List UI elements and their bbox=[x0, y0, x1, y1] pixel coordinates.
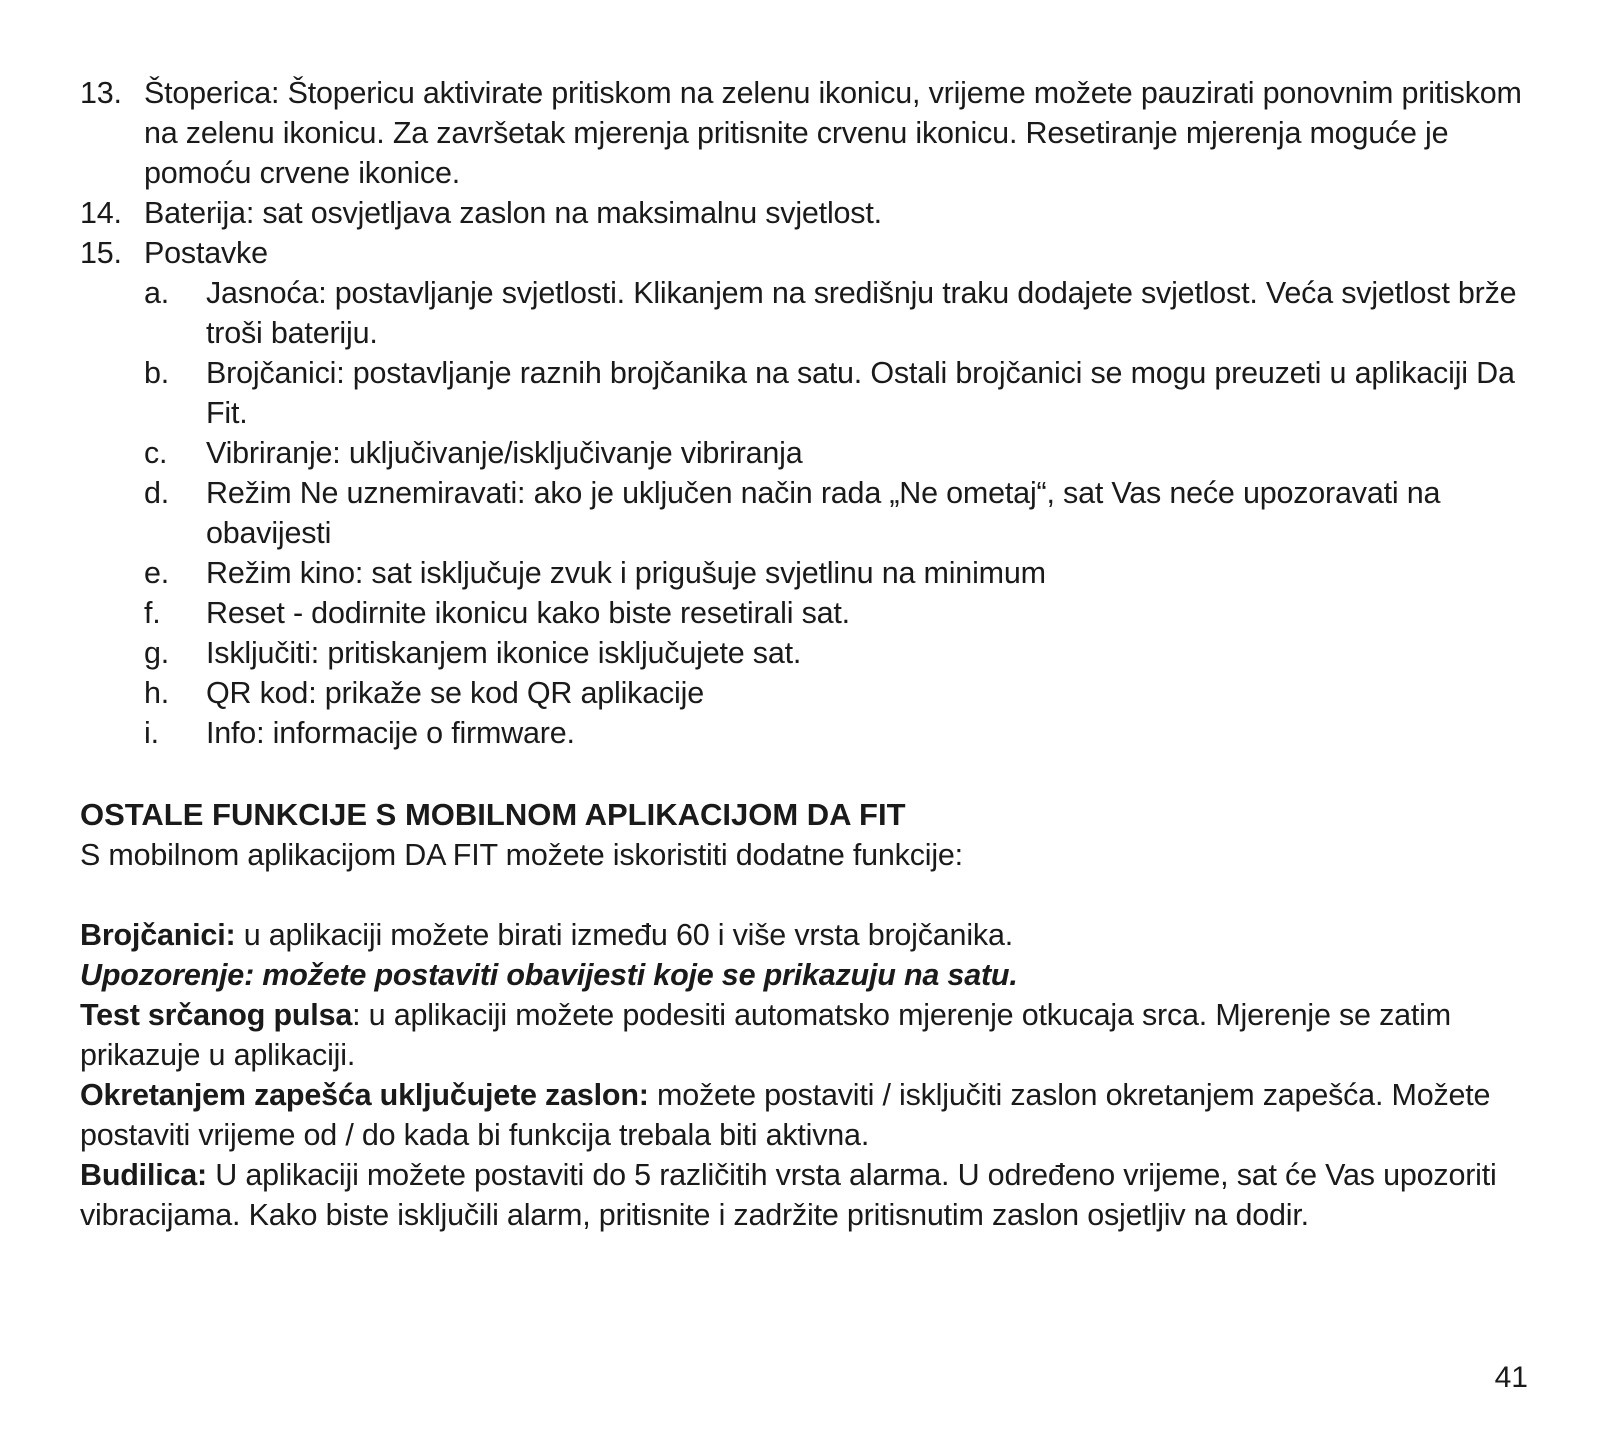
list-number: 13. bbox=[80, 76, 122, 110]
wrist-label: Okretanjem zapešća uključujete zaslon: bbox=[80, 1078, 649, 1112]
page-number: 41 bbox=[1494, 1361, 1528, 1394]
dials-text: u aplikaciji možete birati između 60 i više vrsta brojčanika. bbox=[235, 918, 1013, 952]
alarm-label: Budilica: bbox=[80, 1158, 207, 1192]
alarm-text: U aplikaciji možete postaviti do 5 različitih vrsta alarma. U određeno vrijeme, sat će Vas upozoriti vibracijama. Kako biste isključili alarm, pritisnite i zadržite pritisnutim zaslon osjetljiv na dodir. bbox=[80, 1158, 1497, 1232]
list-number: 15. bbox=[80, 236, 122, 270]
dials-label: Brojčanici: bbox=[80, 918, 236, 952]
wrist-text: možete postaviti / isključiti zaslon okretanjem zapešća. Možete postaviti vrijeme od / do kada bi funkcija trebala biti aktivna. bbox=[80, 1078, 1491, 1152]
list-item-14 bbox=[80, 193, 1530, 233]
sublist-item-e bbox=[144, 553, 1530, 593]
warning-text: Upozorenje: možete postaviti obavijesti koje se prikazuju na satu. bbox=[80, 958, 1018, 992]
sublist-letter: i. bbox=[144, 716, 159, 750]
sublist-text: QR kod: prikaže se kod QR aplikacije bbox=[206, 676, 704, 710]
sublist-letter: a. bbox=[144, 276, 170, 310]
sublist-item-g bbox=[144, 633, 1530, 673]
section-intro: S mobilnom aplikacijom DA FIT možete iskoristiti dodatne funkcije: bbox=[80, 838, 963, 872]
sublist-text: Isključiti: pritiskanjem ikonice isključujete sat. bbox=[206, 636, 802, 670]
sublist-item-f bbox=[144, 593, 1530, 633]
sublist-text: Info: informacije o firmware. bbox=[206, 716, 575, 750]
list-text: Štoperica: Štopericu aktivirate pritiskom na zelenu ikonicu, vrijeme možete pauzirati ponovnim pritiskom na zelenu ikonicu. Za završetak mjerenja pritisnite crvenu ikonicu. Resetiranje mjerenja moguće je pomoću crvene ikonice. bbox=[144, 76, 1522, 190]
sublist-text: Vibriranje: uključivanje/isključivanje vibriranja bbox=[206, 436, 803, 470]
sublist-item-b bbox=[144, 353, 1530, 433]
sublist-letter: g. bbox=[144, 636, 170, 670]
sublist-text: Brojčanici: postavljanje raznih brojčanika na satu. Ostali brojčanici se mogu preuzeti u aplikaciji Da Fit. bbox=[206, 356, 1515, 430]
sublist-text: Režim Ne uznemiravati: ako je uključen način rada „Ne ometaj“, sat Vas neće upozoravati na obavijesti bbox=[206, 476, 1441, 550]
numbered-list bbox=[80, 73, 1530, 273]
sublist-item-c bbox=[144, 433, 1530, 473]
pulse-paragraph bbox=[80, 995, 1530, 1075]
sublist-text: Režim kino: sat isključuje zvuk i prigušuje svjetlinu na minimum bbox=[206, 556, 1046, 590]
list-number: 14. bbox=[80, 196, 122, 230]
sublist-text: Reset - dodirnite ikonicu kako biste resetirali sat. bbox=[206, 596, 850, 630]
section-heading: OSTALE FUNKCIJE S MOBILNOM APLIKACIJOM DA FIT bbox=[80, 797, 906, 832]
sublist-letter: f. bbox=[144, 596, 161, 630]
list-text: Baterija: sat osvjetljava zaslon na maksimalnu svjetlost. bbox=[144, 196, 882, 230]
sublist-letter: e. bbox=[144, 556, 170, 590]
pulse-label: Test srčanog pulsa bbox=[80, 998, 353, 1032]
sublist-text: Jasnoća: postavljanje svjetlosti. Klikanjem na središnju traku dodajete svjetlost. Veća svjetlost brže troši bateriju. bbox=[206, 276, 1517, 350]
alarm-paragraph bbox=[80, 1155, 1530, 1235]
list-item-15 bbox=[80, 233, 1530, 273]
sublist-letter: h. bbox=[144, 676, 170, 710]
wrist-paragraph bbox=[80, 1075, 1530, 1155]
list-item-13 bbox=[80, 73, 1530, 193]
sublist-letter: d. bbox=[144, 476, 170, 510]
settings-sublist bbox=[144, 273, 1530, 753]
sublist-item-h bbox=[144, 673, 1530, 713]
list-text: Postavke bbox=[144, 236, 268, 270]
sublist-letter: b. bbox=[144, 356, 170, 390]
page-content bbox=[80, 73, 1530, 1235]
sublist-item-d bbox=[144, 473, 1530, 553]
pulse-text: : u aplikaciji možete podesiti automatsko mjerenje otkucaja srca. Mjerenje se zatim prikazuje u aplikaciji. bbox=[80, 998, 1451, 1072]
spacer bbox=[80, 875, 1530, 915]
dials-paragraph bbox=[80, 915, 1530, 955]
sublist-item-i bbox=[144, 713, 1530, 753]
sublist-item-a bbox=[144, 273, 1530, 353]
sublist-letter: c. bbox=[144, 436, 168, 470]
